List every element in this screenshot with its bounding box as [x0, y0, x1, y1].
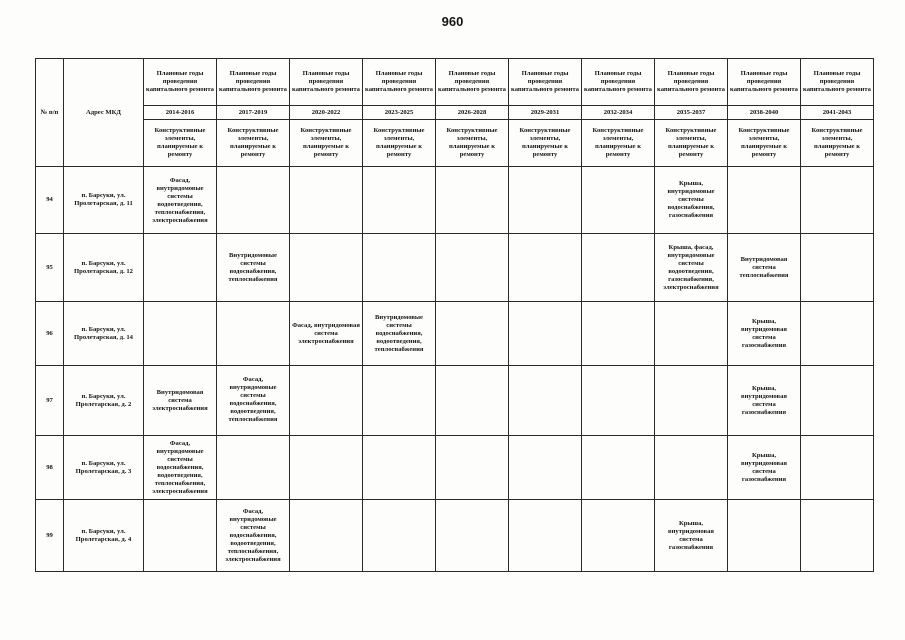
repair-cell: Крыша, внутридомовые системы водоснабжения, газоснабжения: [655, 167, 728, 234]
repair-cell: Фасад, внутридомовые системы водоснабжения, водоотведения, теплоснабжения, электроснабжения: [217, 500, 290, 572]
repair-cell: [363, 167, 436, 234]
repair-cell: Крыша, внутридомовая система газоснабжения: [728, 302, 801, 366]
repair-cell: [144, 500, 217, 572]
repair-cell: [217, 436, 290, 500]
header-elements: Конструктивные элементы, планируемые к ремонту: [655, 120, 728, 167]
header-elements: Конструктивные элементы, планируемые к ремонту: [144, 120, 217, 167]
repair-cell: [728, 167, 801, 234]
repair-cell: Фасад, внутридомовые системы водоснабжения, водоотведения, теплоснабжения: [217, 366, 290, 436]
row-number: 99: [36, 500, 64, 572]
row-number: 98: [36, 436, 64, 500]
repair-cell: [436, 436, 509, 500]
repair-cell: Крыша, внутридомовая система газоснабжения: [728, 436, 801, 500]
header-years: 2038-2040: [728, 106, 801, 120]
repair-cell: [509, 302, 582, 366]
repair-cell: [436, 167, 509, 234]
repair-cell: [290, 167, 363, 234]
repair-cell: [436, 302, 509, 366]
table-body: [36, 167, 874, 572]
row-number: 95: [36, 234, 64, 302]
repair-cell: [363, 234, 436, 302]
header-period-title: Плановые годы проведения капитального ремонта: [363, 59, 436, 106]
repair-cell: [582, 302, 655, 366]
header-years: 2032-2034: [582, 106, 655, 120]
header-number: № п/п: [36, 59, 64, 167]
repair-cell: [728, 500, 801, 572]
row-address: п. Барсуки, ул. Пролетарская, д. 4: [64, 500, 144, 572]
header-years: 2020-2022: [290, 106, 363, 120]
header-elements: Конструктивные элементы, планируемые к ремонту: [217, 120, 290, 167]
repair-cell: Крыша, фасад, внутридомовые системы водоотведения, газоснабжения, электроснабжения: [655, 234, 728, 302]
table-row: [36, 167, 874, 234]
repair-cell: [363, 436, 436, 500]
repair-cell: [436, 500, 509, 572]
repair-cell: [582, 436, 655, 500]
header-years: 2026-2028: [436, 106, 509, 120]
repair-cell: [655, 302, 728, 366]
repair-cell: [509, 234, 582, 302]
repair-cell: [655, 366, 728, 436]
header-period-title: Плановые годы проведения капитального ремонта: [436, 59, 509, 106]
repair-cell: [144, 234, 217, 302]
repair-cell: [582, 500, 655, 572]
repair-cell: Крыша, внутридомовая система газоснабжения: [655, 500, 728, 572]
row-number: 96: [36, 302, 64, 366]
repair-cell: [363, 366, 436, 436]
repair-cell: [582, 366, 655, 436]
repair-cell: Крыша, внутридомовая система газоснабжения: [728, 366, 801, 436]
header-years: 2029-2031: [509, 106, 582, 120]
repair-cell: [801, 167, 874, 234]
header-period-title: Плановые годы проведения капитального ремонта: [728, 59, 801, 106]
repair-cell: Внутридомовые системы водоснабжения, водоотведения, теплоснабжения: [363, 302, 436, 366]
repair-cell: [290, 366, 363, 436]
repair-cell: [509, 167, 582, 234]
row-address: п. Барсуки, ул. Пролетарская, д. 2: [64, 366, 144, 436]
page-number: 960: [441, 14, 464, 29]
header-elements: Конструктивные элементы, планируемые к ремонту: [728, 120, 801, 167]
repair-cell: [509, 366, 582, 436]
capital-repair-plan-table: [35, 58, 874, 572]
header-period-title: Плановые годы проведения капитального ремонта: [582, 59, 655, 106]
row-address: п. Барсуки, ул. Пролетарская, д. 14: [64, 302, 144, 366]
repair-cell: [801, 500, 874, 572]
header-period-title: Плановые годы проведения капитального ремонта: [509, 59, 582, 106]
header-elements: Конструктивные элементы, планируемые к ремонту: [436, 120, 509, 167]
header-elements: Конструктивные элементы, планируемые к ремонту: [363, 120, 436, 167]
header-years: 2041-2043: [801, 106, 874, 120]
header-period-title: Плановые годы проведения капитального ремонта: [655, 59, 728, 106]
row-address: п. Барсуки, ул. Пролетарская, д. 3: [64, 436, 144, 500]
repair-cell: Фасад, внутридомовая система электроснабжения: [290, 302, 363, 366]
header-period-title: Плановые годы проведения капитального ремонта: [217, 59, 290, 106]
repair-cell: [509, 436, 582, 500]
header-elements: Конструктивные элементы, планируемые к ремонту: [290, 120, 363, 167]
repair-cell: [363, 500, 436, 572]
header-elements: Конструктивные элементы, планируемые к ремонту: [509, 120, 582, 167]
header-address: Адрес МКД: [64, 59, 144, 167]
repair-cell: [290, 436, 363, 500]
row-address: п. Барсуки, ул. Пролетарская, д. 11: [64, 167, 144, 234]
header-elements: Конструктивные элементы, планируемые к ремонту: [801, 120, 874, 167]
repair-cell: [801, 366, 874, 436]
header-years: 2014-2016: [144, 106, 217, 120]
repair-cell: [436, 366, 509, 436]
repair-cell: [509, 500, 582, 572]
header-elements: Конструктивные элементы, планируемые к ремонту: [582, 120, 655, 167]
table-header: [36, 59, 874, 167]
table-row: [36, 500, 874, 572]
repair-cell: [144, 302, 217, 366]
row-address: п. Барсуки, ул. Пролетарская, д. 12: [64, 234, 144, 302]
repair-cell: Фасад, внутридомовые системы водоснабжения, водоотведения, теплоснабжения, электроснабжения: [144, 436, 217, 500]
header-period-title: Плановые годы проведения капитального ремонта: [801, 59, 874, 106]
header-years: 2017-2019: [217, 106, 290, 120]
row-number: 97: [36, 366, 64, 436]
repair-cell: [801, 234, 874, 302]
repair-cell: [217, 167, 290, 234]
repair-cell: [582, 167, 655, 234]
table-row: [36, 302, 874, 366]
repair-cell: [655, 436, 728, 500]
repair-cell: [436, 234, 509, 302]
row-number: 94: [36, 167, 64, 234]
repair-cell: Внутридомовая система теплоснабжения: [728, 234, 801, 302]
repair-cell: [801, 302, 874, 366]
repair-cell: Внутридомовые системы водоснабжения, теплоснабжения: [217, 234, 290, 302]
header-years: 2023-2025: [363, 106, 436, 120]
table-row: [36, 234, 874, 302]
repair-cell: [217, 302, 290, 366]
header-period-title: Плановые годы проведения капитального ремонта: [290, 59, 363, 106]
table-row: [36, 436, 874, 500]
repair-cell: Фасад, внутридомовые системы водоотведения, теплоснабжения, электроснабжения: [144, 167, 217, 234]
repair-cell: Внутридомовая система электроснабжения: [144, 366, 217, 436]
repair-cell: [801, 436, 874, 500]
repair-cell: [582, 234, 655, 302]
table-row: [36, 366, 874, 436]
header-years: 2035-2037: [655, 106, 728, 120]
repair-cell: [290, 234, 363, 302]
header-period-title: Плановые годы проведения капитального ремонта: [144, 59, 217, 106]
repair-cell: [290, 500, 363, 572]
